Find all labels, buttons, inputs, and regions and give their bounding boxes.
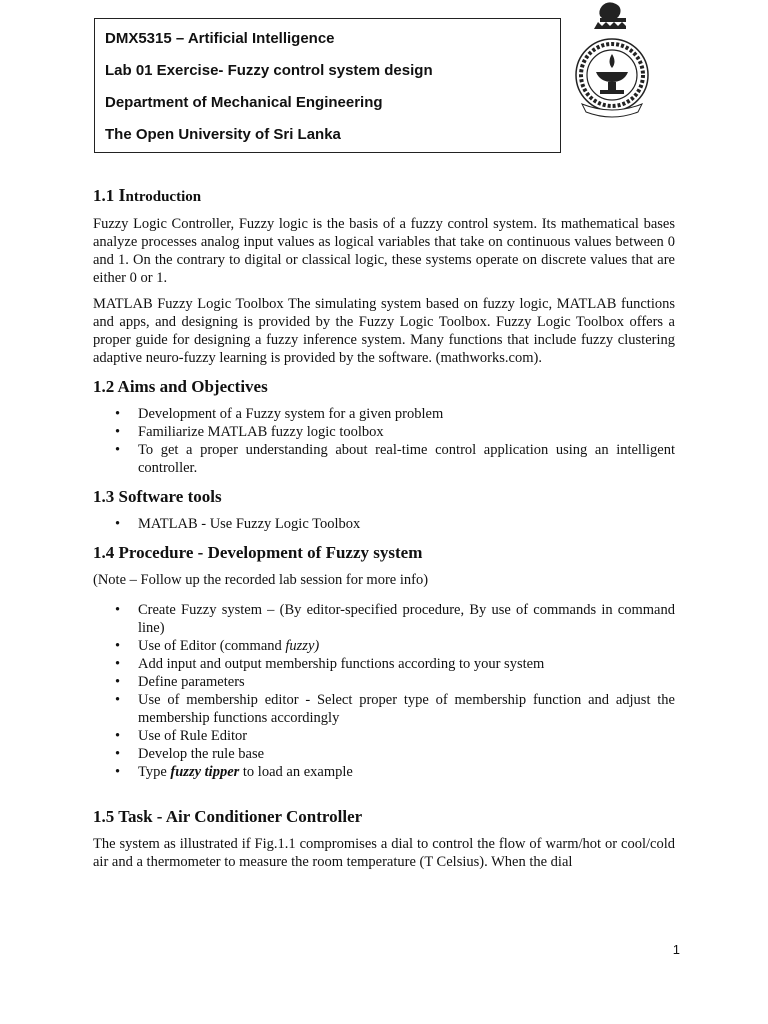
department-name: Department of Mechanical Engineering <box>105 94 383 111</box>
section-heading-aims: 1.2 Aims and Objectives <box>93 377 268 396</box>
task-paragraph: The system as illustrated if Fig.1.1 compromises a dial to control the flow of warm/hot or cool/cold air and a thermometer to measure the room temperature (T Celsius). When the dial <box>93 836 675 870</box>
list-item: • To get a proper understanding about real-time control application using an intelligent controller. <box>115 442 675 476</box>
section-heading-software-tools: 1.3 Software tools <box>93 487 222 506</box>
section-heading-procedure: 1.4 Procedure - Development of Fuzzy system <box>93 543 423 562</box>
list-item: • Use of membership editor - Select proper type of membership function and adjust the membership functions accordingly <box>115 692 675 726</box>
list-item: • Development of a Fuzzy system for a given problem <box>115 406 444 422</box>
tools-list <box>93 515 675 533</box>
list-item: • Create Fuzzy system – (By editor-specified procedure, By use of commands in command line) <box>115 602 675 636</box>
lab-title: Lab 01 Exercise- Fuzzy control system design <box>105 62 433 79</box>
procedure-note: (Note – Follow up the recorded lab session for more info) <box>93 572 429 588</box>
list-item: • Use of Editor (command fuzzy) <box>115 638 320 654</box>
university-crest-logo <box>572 0 652 120</box>
section-heading-introduction: 1.1 Introduction <box>93 185 202 205</box>
list-item: • Develop the rule base <box>115 746 265 762</box>
list-item: • Define parameters <box>115 674 245 690</box>
page-number: 1 <box>672 942 680 957</box>
document-body <box>93 183 675 879</box>
course-title: DMX5315 – Artificial Intelligence <box>105 30 335 47</box>
list-item: • Add input and output membership functions according to your system <box>115 656 545 672</box>
university-name: The Open University of Sri Lanka <box>105 126 341 143</box>
title-box <box>94 18 561 153</box>
list-item: • Familiarize MATLAB fuzzy logic toolbox <box>115 424 384 440</box>
procedure-list <box>93 601 675 781</box>
list-item: • MATLAB - Use Fuzzy Logic Toolbox <box>115 516 361 532</box>
list-item: • Type fuzzy tipper to load an example <box>115 764 353 780</box>
intro-paragraph-2: MATLAB Fuzzy Logic Toolbox The simulating system based on fuzzy logic, MATLAB functions and apps, and designing is provided by the Fuzzy Logic Toolbox. Fuzzy Logic Toolbox offers a proper guide for designing a fuzzy inference system. Many functions that include fuzzy clustering adaptive neuro-fuzzy learning is provided by the software. (mathworks.com). <box>93 296 675 366</box>
section-heading-task: 1.5 Task - Air Conditioner Controller <box>93 807 363 826</box>
aims-list <box>93 405 675 477</box>
intro-paragraph-1: Fuzzy Logic Controller, Fuzzy logic is the basis of a fuzzy control system. Its mathematical bases analyze processes analog input values as logical variables that take on continuous values between 0 and 1. On the contrary to digital or classical logic, these systems operate on discrete values that are either 0 or 1. <box>93 216 675 286</box>
list-item: • Use of Rule Editor <box>115 728 248 744</box>
